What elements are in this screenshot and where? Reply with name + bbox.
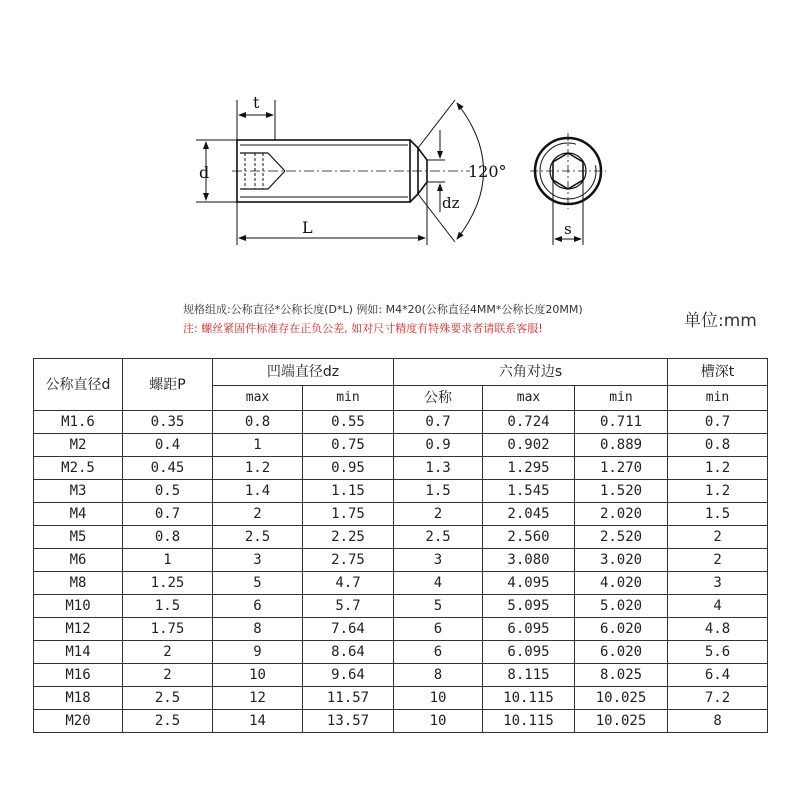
table-cell: 10 <box>394 710 483 733</box>
table-cell: 2.25 <box>303 526 394 549</box>
table-cell: 6.020 <box>575 641 668 664</box>
table-cell: 9.64 <box>303 664 394 687</box>
label-angle: 120° <box>468 162 507 181</box>
table-cell: 0.95 <box>303 457 394 480</box>
subheader-dz-max: max <box>213 386 303 411</box>
table-cell: 1.2 <box>213 457 303 480</box>
table-cell: 8 <box>394 664 483 687</box>
table-cell: 5.095 <box>483 595 575 618</box>
table-row <box>34 434 768 457</box>
table-cell: 2 <box>668 526 768 549</box>
table-cell: 10 <box>213 664 303 687</box>
table-cell: 2.5 <box>394 526 483 549</box>
table-row <box>34 526 768 549</box>
table-cell: 10 <box>394 687 483 710</box>
table-row <box>34 641 768 664</box>
header-cup-point-diameter: 凹端直径dz <box>213 359 394 386</box>
table-row <box>34 457 768 480</box>
table-cell: M6 <box>34 549 123 572</box>
subheader-s-min: min <box>575 386 668 411</box>
table-cell: M4 <box>34 503 123 526</box>
subheader-dz-min: min <box>303 386 394 411</box>
table-cell: 0.8 <box>123 526 213 549</box>
table-cell: 1.75 <box>123 618 213 641</box>
table-cell: 1.3 <box>394 457 483 480</box>
table-cell: 2 <box>123 664 213 687</box>
table-row <box>34 618 768 641</box>
screw-side-view <box>232 140 470 202</box>
table-cell: 10.025 <box>575 710 668 733</box>
table-cell: 2.75 <box>303 549 394 572</box>
table-cell: 4 <box>668 595 768 618</box>
table-cell: 1.4 <box>213 480 303 503</box>
table-cell: M2 <box>34 434 123 457</box>
table-cell: 3 <box>668 572 768 595</box>
table-cell: 2.5 <box>123 687 213 710</box>
table-cell: 8.64 <box>303 641 394 664</box>
table-cell: 4.095 <box>483 572 575 595</box>
table-cell: 6.020 <box>575 618 668 641</box>
table-row <box>34 664 768 687</box>
table-cell: 3 <box>394 549 483 572</box>
subheader-s-nominal: 公称 <box>394 386 483 411</box>
spec-table <box>33 358 768 733</box>
label-d: d <box>199 163 210 182</box>
table-cell: 8.115 <box>483 664 575 687</box>
table-row <box>34 549 768 572</box>
table-cell: 13.57 <box>303 710 394 733</box>
table-cell: 1.5 <box>123 595 213 618</box>
table-cell: 10.115 <box>483 710 575 733</box>
table-cell: 8 <box>668 710 768 733</box>
table-cell: 9 <box>213 641 303 664</box>
table-cell: 6.095 <box>483 641 575 664</box>
table-body <box>34 411 768 733</box>
table-cell: 6.095 <box>483 618 575 641</box>
table-cell: 2.560 <box>483 526 575 549</box>
set-screw-technical-drawing <box>180 80 640 260</box>
table-cell: 2.045 <box>483 503 575 526</box>
spec-composition-text: 规格组成:公称直径*公称长度(D*L) 例如: M4*20(公称直径4MM*公称长度20MM) <box>183 303 583 316</box>
table-cell: 5 <box>213 572 303 595</box>
table-cell: 0.5 <box>123 480 213 503</box>
table-cell: 0.55 <box>303 411 394 434</box>
table-row <box>34 411 768 434</box>
table-cell: 0.902 <box>483 434 575 457</box>
table-cell: 0.7 <box>668 411 768 434</box>
table-cell: 0.4 <box>123 434 213 457</box>
table-cell: 12 <box>213 687 303 710</box>
table-cell: 14 <box>213 710 303 733</box>
table-row <box>34 572 768 595</box>
table-cell: 6 <box>394 618 483 641</box>
table-cell: 2.520 <box>575 526 668 549</box>
table-cell: 1.295 <box>483 457 575 480</box>
table-cell: 5 <box>394 595 483 618</box>
label-dz: dz <box>442 194 460 212</box>
header-hex-across-flats: 六角对边s <box>394 359 668 386</box>
table-cell: 0.711 <box>575 411 668 434</box>
table-cell: 5.7 <box>303 595 394 618</box>
table-cell: M20 <box>34 710 123 733</box>
table-cell: M3 <box>34 480 123 503</box>
table-cell: 1.5 <box>394 480 483 503</box>
table-row <box>34 710 768 733</box>
table-cell: 0.889 <box>575 434 668 457</box>
table-cell: M18 <box>34 687 123 710</box>
table-row <box>34 687 768 710</box>
table-cell: 3 <box>213 549 303 572</box>
table-cell: 6 <box>213 595 303 618</box>
table-cell: 0.35 <box>123 411 213 434</box>
table-cell: 6 <box>394 641 483 664</box>
table-cell: 1.545 <box>483 480 575 503</box>
table-cell: 4.020 <box>575 572 668 595</box>
table-cell: 2 <box>123 641 213 664</box>
table-cell: 4.7 <box>303 572 394 595</box>
header-pitch: 螺距P <box>123 359 213 411</box>
table-cell: 3.020 <box>575 549 668 572</box>
header-nominal-diameter: 公称直径d <box>34 359 123 411</box>
table-cell: M5 <box>34 526 123 549</box>
table-cell: 2.020 <box>575 503 668 526</box>
table-cell: 1.5 <box>668 503 768 526</box>
table-cell: M8 <box>34 572 123 595</box>
table-cell: M16 <box>34 664 123 687</box>
table-cell: 1.15 <box>303 480 394 503</box>
table-cell: 5.020 <box>575 595 668 618</box>
table-cell: 1.2 <box>668 480 768 503</box>
table-cell: 2.5 <box>123 710 213 733</box>
table-cell: 1 <box>213 434 303 457</box>
table-cell: 2 <box>394 503 483 526</box>
table-cell: 1 <box>123 549 213 572</box>
table-cell: 0.8 <box>213 411 303 434</box>
table-cell: 2 <box>668 549 768 572</box>
table-cell: 8.025 <box>575 664 668 687</box>
table-cell: 7.64 <box>303 618 394 641</box>
table-cell: 6.4 <box>668 664 768 687</box>
table-cell: M12 <box>34 618 123 641</box>
subheader-t-min: min <box>668 386 768 411</box>
table-cell: 7.2 <box>668 687 768 710</box>
table-cell: M14 <box>34 641 123 664</box>
table-cell: 4.8 <box>668 618 768 641</box>
table-cell: 4 <box>394 572 483 595</box>
screw-end-view <box>530 133 606 209</box>
table-cell: 5.6 <box>668 641 768 664</box>
table-cell: 0.45 <box>123 457 213 480</box>
table-cell: 1.25 <box>123 572 213 595</box>
table-cell: 0.9 <box>394 434 483 457</box>
table-cell: 1.270 <box>575 457 668 480</box>
tolerance-note: 注: 螺丝紧固件标准存在正负公差, 如对尺寸精度有特殊要求者请联系客服! <box>183 322 543 335</box>
label-s: s <box>564 220 572 238</box>
unit-label: 单位:mm <box>684 311 757 331</box>
header-groove-depth: 槽深t <box>668 359 768 386</box>
table-cell: 8 <box>213 618 303 641</box>
table-cell: 10.025 <box>575 687 668 710</box>
subheader-s-max: max <box>483 386 575 411</box>
table-cell: 0.7 <box>123 503 213 526</box>
table-row <box>34 480 768 503</box>
label-L: L <box>302 218 313 237</box>
table-row <box>34 595 768 618</box>
table-cell: 0.7 <box>394 411 483 434</box>
table-cell: 0.75 <box>303 434 394 457</box>
table-cell: M2.5 <box>34 457 123 480</box>
table-cell: 1.520 <box>575 480 668 503</box>
table-cell: 0.724 <box>483 411 575 434</box>
table-cell: 2.5 <box>213 526 303 549</box>
table-cell: M10 <box>34 595 123 618</box>
table-cell: 11.57 <box>303 687 394 710</box>
table-cell: 3.080 <box>483 549 575 572</box>
table-cell: 1.75 <box>303 503 394 526</box>
table-cell: 2 <box>213 503 303 526</box>
table-cell: 10.115 <box>483 687 575 710</box>
table-row <box>34 503 768 526</box>
table-cell: M1.6 <box>34 411 123 434</box>
table-header-row <box>34 359 768 386</box>
table-cell: 1.2 <box>668 457 768 480</box>
label-t: t <box>253 93 260 112</box>
table-cell: 0.8 <box>668 434 768 457</box>
